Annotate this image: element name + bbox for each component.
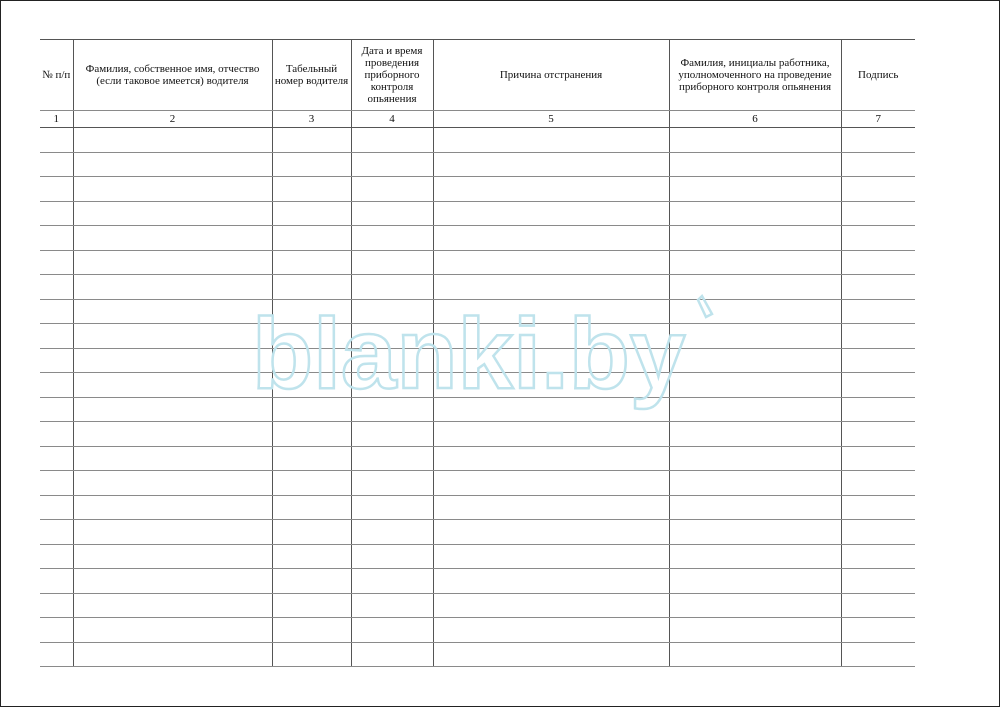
table-cell[interactable] bbox=[841, 446, 915, 471]
watermark-text: blanki.by bbox=[252, 298, 686, 410]
table-cell[interactable] bbox=[841, 324, 915, 349]
table-cell[interactable] bbox=[272, 324, 351, 349]
table-cell[interactable] bbox=[669, 446, 841, 471]
table-cell[interactable] bbox=[40, 275, 73, 300]
table-cell[interactable] bbox=[841, 642, 915, 667]
table-cell[interactable] bbox=[351, 471, 433, 496]
table-cell[interactable] bbox=[73, 324, 272, 349]
table-cell[interactable] bbox=[40, 324, 73, 349]
column-header-index: № п/п bbox=[40, 40, 73, 111]
table-cell[interactable] bbox=[669, 201, 841, 226]
table-cell[interactable] bbox=[351, 226, 433, 251]
table-cell[interactable] bbox=[351, 593, 433, 618]
table-cell[interactable] bbox=[351, 177, 433, 202]
table-cell[interactable] bbox=[272, 593, 351, 618]
table-cell[interactable] bbox=[351, 324, 433, 349]
table-cell[interactable] bbox=[40, 128, 73, 153]
table-row bbox=[40, 128, 915, 153]
header-row bbox=[40, 40, 915, 111]
table-cell[interactable] bbox=[272, 569, 351, 594]
table-cell[interactable] bbox=[841, 422, 915, 447]
table-cell[interactable] bbox=[73, 152, 272, 177]
table-cell[interactable] bbox=[433, 275, 669, 300]
table-cell[interactable] bbox=[73, 446, 272, 471]
table-cell[interactable] bbox=[351, 152, 433, 177]
table-cell[interactable] bbox=[73, 226, 272, 251]
table-cell[interactable] bbox=[272, 495, 351, 520]
table-cell[interactable] bbox=[272, 544, 351, 569]
table-row bbox=[40, 177, 915, 202]
table-cell[interactable] bbox=[669, 642, 841, 667]
table-cell[interactable] bbox=[40, 618, 73, 643]
column-number: 7 bbox=[841, 111, 915, 128]
table-row bbox=[40, 593, 915, 618]
table-cell[interactable] bbox=[40, 201, 73, 226]
table-cell[interactable] bbox=[272, 275, 351, 300]
table-cell[interactable] bbox=[841, 495, 915, 520]
table-cell[interactable] bbox=[73, 177, 272, 202]
table-cell[interactable] bbox=[841, 128, 915, 153]
table-cell[interactable] bbox=[433, 642, 669, 667]
table-cell[interactable] bbox=[433, 250, 669, 275]
table-cell[interactable] bbox=[669, 569, 841, 594]
table-cell[interactable] bbox=[40, 593, 73, 618]
table-cell[interactable] bbox=[73, 544, 272, 569]
table-cell[interactable] bbox=[351, 348, 433, 373]
table-cell[interactable] bbox=[40, 544, 73, 569]
table-cell[interactable] bbox=[841, 250, 915, 275]
table-cell[interactable] bbox=[40, 422, 73, 447]
table-cell[interactable] bbox=[669, 250, 841, 275]
table-cell[interactable] bbox=[73, 569, 272, 594]
table-cell[interactable] bbox=[73, 201, 272, 226]
table-cell[interactable] bbox=[841, 544, 915, 569]
table-row bbox=[40, 299, 915, 324]
table-cell[interactable] bbox=[40, 226, 73, 251]
table-cell[interactable] bbox=[351, 618, 433, 643]
table-cell[interactable] bbox=[40, 177, 73, 202]
column-header-inspector-name: Фамилия, инициалы работника, уполномоченного на проведение приборного контроля опьянения bbox=[669, 40, 841, 111]
table-cell[interactable] bbox=[841, 618, 915, 643]
table-cell[interactable] bbox=[272, 226, 351, 251]
table-cell[interactable] bbox=[40, 152, 73, 177]
table-cell[interactable] bbox=[433, 446, 669, 471]
table-cell[interactable] bbox=[40, 373, 73, 398]
table-cell[interactable] bbox=[351, 544, 433, 569]
table-cell[interactable] bbox=[351, 520, 433, 545]
column-number-row bbox=[40, 111, 915, 128]
table-cell[interactable] bbox=[272, 397, 351, 422]
table-row bbox=[40, 471, 915, 496]
column-header-personnel-number: Табельный номер водителя bbox=[272, 40, 351, 111]
table-cell[interactable] bbox=[40, 495, 73, 520]
table-cell[interactable] bbox=[351, 275, 433, 300]
table-cell[interactable] bbox=[351, 373, 433, 398]
table-cell[interactable] bbox=[272, 128, 351, 153]
journal-table bbox=[40, 39, 915, 667]
table-cell[interactable] bbox=[272, 642, 351, 667]
table-row bbox=[40, 520, 915, 545]
table-cell[interactable] bbox=[73, 373, 272, 398]
table-cell[interactable] bbox=[433, 324, 669, 349]
table-row bbox=[40, 544, 915, 569]
table-cell[interactable] bbox=[40, 471, 73, 496]
table-cell[interactable] bbox=[841, 201, 915, 226]
table-cell[interactable] bbox=[841, 373, 915, 398]
table-cell[interactable] bbox=[73, 520, 272, 545]
table-cell[interactable] bbox=[841, 177, 915, 202]
table-row bbox=[40, 618, 915, 643]
table-cell[interactable] bbox=[669, 520, 841, 545]
table-cell[interactable] bbox=[351, 495, 433, 520]
table-cell[interactable] bbox=[40, 250, 73, 275]
table-cell[interactable] bbox=[841, 348, 915, 373]
table-cell[interactable] bbox=[73, 299, 272, 324]
table-cell[interactable] bbox=[433, 471, 669, 496]
column-header-date-time: Дата и время проведения приборного контроля опьянения bbox=[351, 40, 433, 111]
table-cell[interactable] bbox=[433, 128, 669, 153]
table-cell[interactable] bbox=[351, 569, 433, 594]
table-cell[interactable] bbox=[433, 226, 669, 251]
table-cell[interactable] bbox=[669, 373, 841, 398]
table-cell[interactable] bbox=[841, 520, 915, 545]
table-cell[interactable] bbox=[351, 642, 433, 667]
table-row bbox=[40, 373, 915, 398]
table-cell[interactable] bbox=[73, 397, 272, 422]
table-cell[interactable] bbox=[73, 275, 272, 300]
table-cell[interactable] bbox=[40, 348, 73, 373]
table-cell[interactable] bbox=[841, 397, 915, 422]
table-cell[interactable] bbox=[272, 618, 351, 643]
table-cell[interactable] bbox=[433, 569, 669, 594]
table-row bbox=[40, 422, 915, 447]
column-number: 2 bbox=[73, 111, 272, 128]
table-cell[interactable] bbox=[272, 250, 351, 275]
table-cell[interactable] bbox=[272, 446, 351, 471]
table-cell[interactable] bbox=[73, 593, 272, 618]
table-cell[interactable] bbox=[433, 348, 669, 373]
table-cell[interactable] bbox=[351, 128, 433, 153]
table-row bbox=[40, 495, 915, 520]
table-cell[interactable] bbox=[433, 397, 669, 422]
table-cell[interactable] bbox=[669, 544, 841, 569]
table-cell[interactable] bbox=[351, 250, 433, 275]
table-cell[interactable] bbox=[669, 324, 841, 349]
table-cell[interactable] bbox=[433, 422, 669, 447]
table-cell[interactable] bbox=[272, 201, 351, 226]
table-cell[interactable] bbox=[40, 446, 73, 471]
table-cell[interactable] bbox=[841, 299, 915, 324]
table-cell[interactable] bbox=[73, 422, 272, 447]
table-cell[interactable] bbox=[669, 275, 841, 300]
table-cell[interactable] bbox=[73, 471, 272, 496]
table-cell[interactable] bbox=[841, 275, 915, 300]
table-row bbox=[40, 324, 915, 349]
table-cell[interactable] bbox=[73, 250, 272, 275]
table-cell[interactable] bbox=[433, 593, 669, 618]
table-cell[interactable] bbox=[40, 299, 73, 324]
table-cell[interactable] bbox=[272, 299, 351, 324]
table-cell[interactable] bbox=[669, 226, 841, 251]
table-cell[interactable] bbox=[40, 397, 73, 422]
table-cell[interactable] bbox=[841, 226, 915, 251]
table-row bbox=[40, 446, 915, 471]
table-cell[interactable] bbox=[272, 471, 351, 496]
table-cell[interactable] bbox=[351, 397, 433, 422]
table-cell[interactable] bbox=[73, 495, 272, 520]
column-header-signature: Подпись bbox=[841, 40, 915, 111]
table-cell[interactable] bbox=[433, 152, 669, 177]
table-cell[interactable] bbox=[351, 422, 433, 447]
table-row bbox=[40, 152, 915, 177]
table-cell[interactable] bbox=[669, 152, 841, 177]
table-row bbox=[40, 250, 915, 275]
table-cell[interactable] bbox=[73, 348, 272, 373]
table-cell[interactable] bbox=[433, 299, 669, 324]
column-number: 1 bbox=[40, 111, 73, 128]
table-cell[interactable] bbox=[272, 422, 351, 447]
table-cell[interactable] bbox=[433, 177, 669, 202]
table-cell[interactable] bbox=[351, 446, 433, 471]
table-cell[interactable] bbox=[73, 618, 272, 643]
table-cell[interactable] bbox=[40, 520, 73, 545]
table-cell[interactable] bbox=[272, 373, 351, 398]
table-row bbox=[40, 201, 915, 226]
table-cell[interactable] bbox=[433, 495, 669, 520]
table-cell[interactable] bbox=[669, 495, 841, 520]
table-cell[interactable] bbox=[669, 593, 841, 618]
table-cell[interactable] bbox=[841, 471, 915, 496]
table-cell[interactable] bbox=[669, 128, 841, 153]
table-cell[interactable] bbox=[433, 618, 669, 643]
table-cell[interactable] bbox=[351, 201, 433, 226]
table-cell[interactable] bbox=[433, 520, 669, 545]
table-cell[interactable] bbox=[669, 397, 841, 422]
table-cell[interactable] bbox=[272, 520, 351, 545]
table-cell[interactable] bbox=[841, 569, 915, 594]
column-number: 5 bbox=[433, 111, 669, 128]
table-cell[interactable] bbox=[73, 642, 272, 667]
table-cell[interactable] bbox=[669, 422, 841, 447]
table-row bbox=[40, 397, 915, 422]
table-cell[interactable] bbox=[669, 618, 841, 643]
table-row bbox=[40, 275, 915, 300]
table-cell[interactable] bbox=[433, 544, 669, 569]
table-cell[interactable] bbox=[272, 177, 351, 202]
table-cell[interactable] bbox=[841, 152, 915, 177]
table-cell[interactable] bbox=[351, 299, 433, 324]
column-header-removal-reason: Причина отстранения bbox=[433, 40, 669, 111]
table-cell[interactable] bbox=[272, 152, 351, 177]
table-body bbox=[40, 128, 915, 667]
table-row bbox=[40, 569, 915, 594]
table-row bbox=[40, 348, 915, 373]
table-cell[interactable] bbox=[841, 593, 915, 618]
table-cell[interactable] bbox=[669, 299, 841, 324]
table-cell[interactable] bbox=[40, 642, 73, 667]
column-number: 4 bbox=[351, 111, 433, 128]
table-row bbox=[40, 642, 915, 667]
column-header-driver-name: Фамилия, собственное имя, отчество (если таковое имеется) водителя bbox=[73, 40, 272, 111]
column-number: 6 bbox=[669, 111, 841, 128]
table-cell[interactable] bbox=[669, 348, 841, 373]
table-cell[interactable] bbox=[73, 128, 272, 153]
table-cell[interactable] bbox=[272, 348, 351, 373]
column-number: 3 bbox=[272, 111, 351, 128]
table-cell[interactable] bbox=[669, 177, 841, 202]
table-cell[interactable] bbox=[433, 201, 669, 226]
table-cell[interactable] bbox=[433, 373, 669, 398]
table-cell[interactable] bbox=[40, 569, 73, 594]
table-row bbox=[40, 226, 915, 251]
table-cell[interactable] bbox=[669, 471, 841, 496]
